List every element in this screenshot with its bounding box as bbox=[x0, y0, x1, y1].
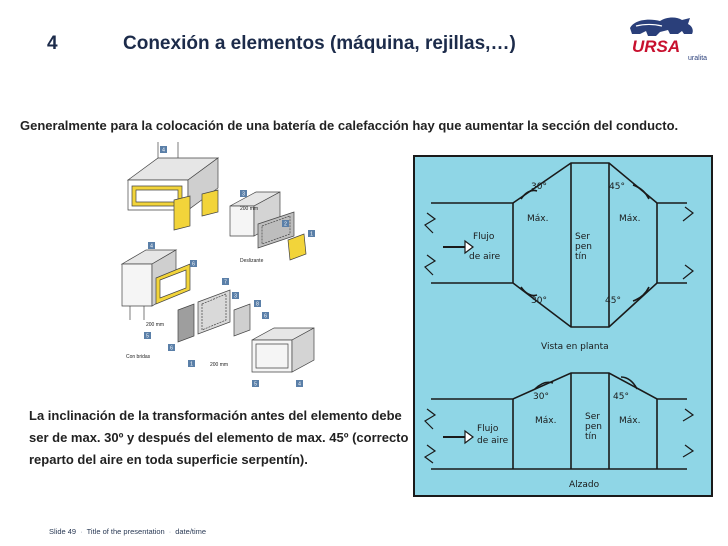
footer-separator: · bbox=[80, 527, 83, 536]
tag-label: 2 bbox=[284, 221, 287, 228]
tag-label: 5 bbox=[146, 333, 149, 340]
elevation-caption: Alzado bbox=[569, 480, 600, 490]
angle-label: 30° bbox=[531, 296, 547, 306]
coil-label: tín bbox=[585, 432, 597, 442]
label-deslizante: Deslizante bbox=[240, 258, 264, 264]
tag-label: 7 bbox=[224, 279, 227, 286]
transition-angle-diagram bbox=[413, 155, 713, 497]
flow-label: de aire bbox=[477, 436, 509, 446]
flow-label: de aire bbox=[469, 252, 501, 262]
tag-label: 1 bbox=[190, 361, 193, 368]
angle-note: La inclinación de la transformación antes del elemento debe ser de max. 30º y después del elemento de max. 45º (correcto reparto del aire en toda superficie serpentín). bbox=[29, 408, 409, 467]
angle-label: 30° bbox=[533, 392, 549, 402]
plan-caption: Vista en planta bbox=[541, 342, 609, 352]
tag-label: 3 bbox=[242, 191, 245, 198]
tag-label: 1 bbox=[310, 231, 313, 238]
angle-label: 45° bbox=[613, 392, 629, 402]
dimension-label: 200 mm bbox=[210, 362, 229, 368]
max-label: Máx. bbox=[619, 416, 641, 426]
bear-logo-icon bbox=[630, 17, 693, 36]
footer-presentation: Title of the presentation bbox=[86, 527, 165, 536]
dimension-label: 200 mm bbox=[240, 206, 259, 212]
angle-label: 30° bbox=[531, 182, 547, 192]
duct-assembly-diagram bbox=[118, 140, 328, 390]
tag-label: 4 bbox=[162, 147, 165, 154]
flow-label: Flujo bbox=[477, 424, 499, 434]
slide-header bbox=[0, 0, 728, 92]
footer-date: date/time bbox=[175, 527, 207, 536]
tag-label: 6 bbox=[264, 313, 267, 320]
tag-label: 4 bbox=[298, 381, 301, 388]
footer-slide: Slide 49 bbox=[49, 527, 77, 536]
tag-label: 5 bbox=[254, 381, 257, 388]
coil-label: Ser bbox=[575, 232, 590, 242]
tag-label: 4 bbox=[150, 243, 153, 250]
footer-separator: · bbox=[168, 527, 172, 536]
angle-label: 45° bbox=[605, 296, 621, 306]
tag-label: 3 bbox=[234, 293, 237, 300]
slide-footer bbox=[49, 527, 206, 536]
slide-title: Conexión a elementos (máquina, rejillas,…) bbox=[123, 33, 516, 54]
tag-label: 8 bbox=[256, 301, 259, 308]
coil-label: Ser bbox=[585, 412, 600, 422]
intro-text: Generalmente para la colocación de una batería de calefacción hay que aumentar la sección del conducto. bbox=[20, 118, 679, 133]
angle-label: 45° bbox=[609, 182, 625, 192]
coil-label: pen bbox=[585, 422, 602, 432]
slide-number: 4 bbox=[47, 33, 58, 54]
dimension-label: 200 mm bbox=[146, 322, 165, 328]
coil-label: tín bbox=[575, 252, 587, 262]
flow-label: Flujo bbox=[473, 232, 495, 242]
logo-wordmark: URSA bbox=[632, 37, 681, 56]
tag-label: 6 bbox=[170, 345, 173, 352]
max-label: Máx. bbox=[535, 416, 557, 426]
logo-subtitle: uralita bbox=[688, 55, 708, 62]
max-label: Máx. bbox=[527, 214, 549, 224]
coil-label: pen bbox=[575, 242, 592, 252]
max-label: Máx. bbox=[619, 214, 641, 224]
tag-label: 6 bbox=[192, 261, 195, 268]
label-con-bridas: Con bridas bbox=[126, 354, 151, 360]
ursa-logo bbox=[618, 14, 718, 64]
